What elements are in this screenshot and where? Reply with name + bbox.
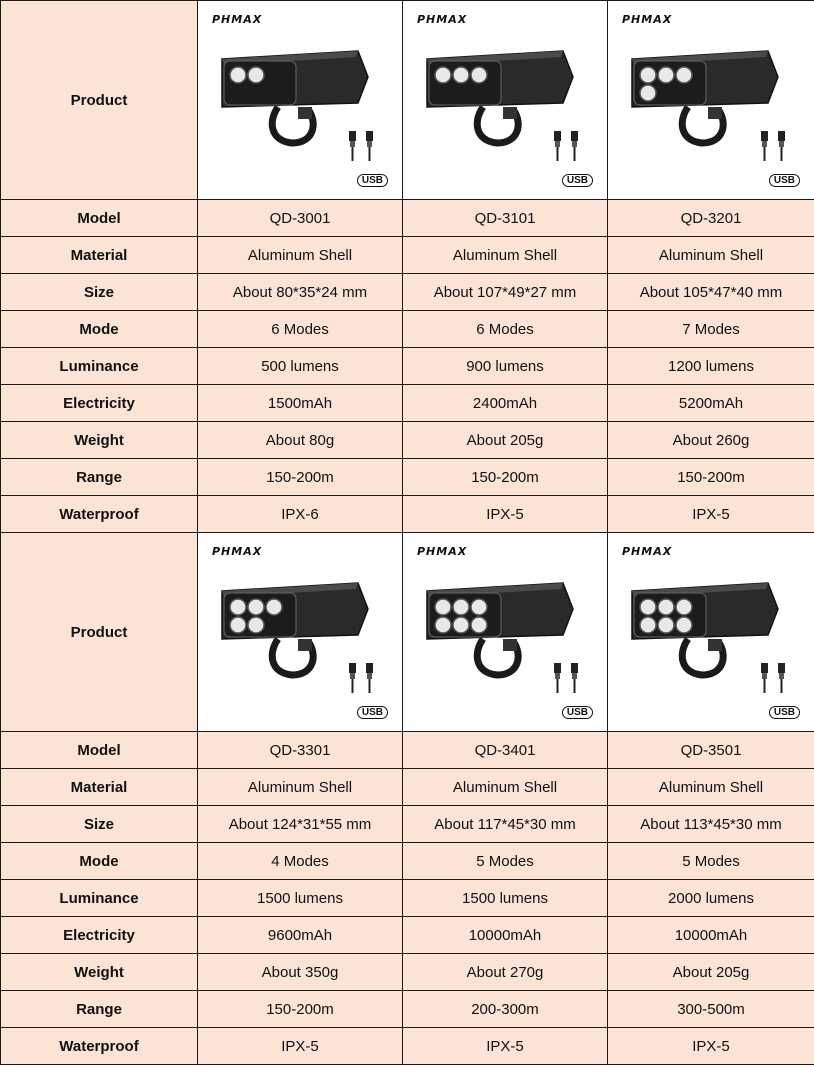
brand-logo: PHMAX [622,545,673,558]
brand-logo: PHMAX [212,13,263,26]
brand-logo: PHMAX [622,13,673,26]
luminance-value: 1500 lumens [198,880,403,917]
mode-value: 5 Modes [403,843,608,880]
waterproof-value: IPX-5 [608,496,814,533]
electricity-value: 10000mAh [608,917,814,954]
brand-logo: PHMAX [417,545,468,558]
row-label-material: Material [1,769,198,806]
row-label-weight: Weight [1,954,198,991]
spec-row-waterproof [1,496,814,533]
model-value: QD-3501 [608,732,814,769]
spec-row-electricity [1,385,814,422]
product-image-cell [403,533,608,732]
usb-cable-icon [344,129,380,167]
row-label-luminance: Luminance [1,348,198,385]
row-label-electricity: Electricity [1,917,198,954]
size-value: About 80*35*24 mm [198,274,403,311]
product-image-cell [403,1,608,200]
luminance-value: 500 lumens [198,348,403,385]
mode-value: 6 Modes [403,311,608,348]
size-value: About 113*45*30 mm [608,806,814,843]
usb-badge: USB [769,174,800,187]
size-value: About 105*47*40 mm [608,274,814,311]
range-value: 150-200m [198,459,403,496]
waterproof-value: IPX-5 [403,496,608,533]
weight-value: About 205g [403,422,608,459]
spec-row-mode [1,311,814,348]
row-label-mode: Mode [1,843,198,880]
product-row [1,1,814,200]
usb-cable-icon [344,661,380,699]
material-value: Aluminum Shell [403,769,608,806]
spec-row-size [1,274,814,311]
spec-row-weight [1,954,814,991]
row-label-weight: Weight [1,422,198,459]
usb-cable-icon [549,129,585,167]
usb-badge: USB [357,174,388,187]
range-value: 150-200m [198,991,403,1028]
brand-logo: PHMAX [212,545,263,558]
model-value: QD-3301 [198,732,403,769]
waterproof-value: IPX-6 [198,496,403,533]
row-label-luminance: Luminance [1,880,198,917]
weight-value: About 350g [198,954,403,991]
waterproof-value: IPX-5 [198,1028,403,1065]
spec-row-waterproof [1,1028,814,1065]
spec-row-size [1,806,814,843]
spec-row-model [1,732,814,769]
waterproof-value: IPX-5 [403,1028,608,1065]
spec-row-model [1,200,814,237]
product-image-cell [198,1,403,200]
mode-value: 6 Modes [198,311,403,348]
mode-value: 4 Modes [198,843,403,880]
product-image-cell [198,533,403,732]
usb-badge: USB [562,174,593,187]
spec-row-material [1,237,814,274]
row-label-model: Model [1,732,198,769]
size-value: About 117*45*30 mm [403,806,608,843]
luminance-value: 2000 lumens [608,880,814,917]
spec-row-material [1,769,814,806]
mode-value: 7 Modes [608,311,814,348]
usb-cable-icon [549,661,585,699]
electricity-value: 9600mAh [198,917,403,954]
usb-cable-icon [756,661,792,699]
spec-row-luminance [1,880,814,917]
weight-value: About 260g [608,422,814,459]
usb-badge: USB [357,706,388,719]
material-value: Aluminum Shell [198,769,403,806]
model-value: QD-3401 [403,732,608,769]
electricity-value: 2400mAh [403,385,608,422]
model-value: QD-3101 [403,200,608,237]
range-value: 150-200m [608,459,814,496]
row-label-material: Material [1,237,198,274]
product-image-cell [608,1,814,200]
row-label-range: Range [1,459,198,496]
weight-value: About 205g [608,954,814,991]
range-value: 150-200m [403,459,608,496]
electricity-value: 5200mAh [608,385,814,422]
row-label-product: Product [1,1,198,200]
mode-value: 5 Modes [608,843,814,880]
usb-badge: USB [562,706,593,719]
product-row [1,533,814,732]
material-value: Aluminum Shell [608,237,814,274]
usb-cable-icon [756,129,792,167]
spec-row-electricity [1,917,814,954]
spec-row-range [1,459,814,496]
weight-value: About 80g [198,422,403,459]
electricity-value: 10000mAh [403,917,608,954]
row-label-product: Product [1,533,198,732]
material-value: Aluminum Shell [198,237,403,274]
row-label-model: Model [1,200,198,237]
material-value: Aluminum Shell [403,237,608,274]
material-value: Aluminum Shell [608,769,814,806]
row-label-size: Size [1,806,198,843]
range-value: 200-300m [403,991,608,1028]
spec-row-range [1,991,814,1028]
row-label-size: Size [1,274,198,311]
luminance-value: 1500 lumens [403,880,608,917]
range-value: 300-500m [608,991,814,1028]
row-label-electricity: Electricity [1,385,198,422]
row-label-mode: Mode [1,311,198,348]
model-value: QD-3001 [198,200,403,237]
spec-row-weight [1,422,814,459]
row-label-range: Range [1,991,198,1028]
spec-row-luminance [1,348,814,385]
size-value: About 124*31*55 mm [198,806,403,843]
waterproof-value: IPX-5 [608,1028,814,1065]
usb-badge: USB [769,706,800,719]
electricity-value: 1500mAh [198,385,403,422]
row-label-waterproof: Waterproof [1,1028,198,1065]
row-label-waterproof: Waterproof [1,496,198,533]
brand-logo: PHMAX [417,13,468,26]
weight-value: About 270g [403,954,608,991]
product-image-cell [608,533,814,732]
size-value: About 107*49*27 mm [403,274,608,311]
model-value: QD-3201 [608,200,814,237]
luminance-value: 900 lumens [403,348,608,385]
luminance-value: 1200 lumens [608,348,814,385]
spec-row-mode [1,843,814,880]
